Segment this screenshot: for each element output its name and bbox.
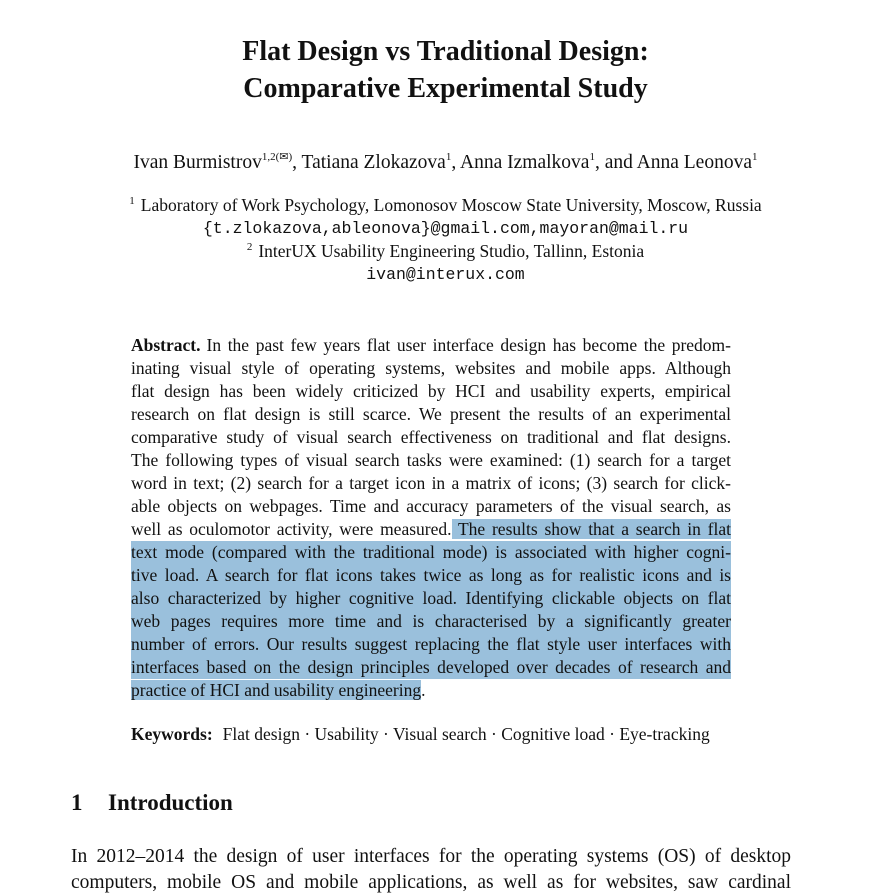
author-separator: , [292,152,302,173]
author-affiliation-mark: 1 [445,151,452,163]
abstract-line: flat design has been widely criticized by HCI and usability experts, empirical [131,381,731,401]
author-affiliation-mark: 1 [752,151,758,163]
selected-text-line[interactable]: tive load. A search for flat icons takes twice as long as for realistic icons and is [131,565,731,585]
selected-text-line[interactable]: also characterized by higher cognitive load. Identifying clickable objects on flat [131,588,731,608]
abstract-plain-text: well as oculomotor activity, were measured. [131,519,452,539]
title-line-2: Comparative Experimental Study [243,73,648,104]
body-line: computers, mobile OS and mobile applications, as well as for websites, saw cardinal [71,872,791,893]
selected-text[interactable]: practice of HCI and usability engineering [131,680,422,700]
abstract-line: word in text; (2) search for a target icon in a matrix of icons; (3) search for click- [131,473,731,493]
abstract-line [131,334,731,357]
body-line: In 2012–2014 the design of user interfaces for the operating systems (OS) of desktop [71,846,791,867]
keywords-text: Flat design · Usability · Visual search · Cognitive load · Eye-tracking [222,724,710,744]
author-name: Tatiana Zlokazova [301,152,446,173]
selected-text-line[interactable]: web pages requires more time and is characterised by a significantly greater [131,611,731,631]
affiliations [0,194,891,286]
abstract-line-mixed [131,518,731,541]
author-separator: , and [594,152,637,173]
abstract-plain-text: . [421,680,426,700]
abstract-line: inating visual style of operating systems, websites and mobile apps. Although [131,358,731,378]
author-name: Ivan Burmistrov [133,152,262,173]
keywords [131,723,751,746]
affiliation-2-email[interactable]: ivan@interux.com [366,265,525,284]
title-line-1: Flat Design vs Traditional Design: [242,36,649,67]
author-name: Anna Izmalkova [460,152,590,173]
affiliation-1 [0,194,891,217]
author-separator: , [451,152,461,173]
abstract-line: The following types of visual search tasks were examined: (1) search for a target [131,450,731,470]
body-paragraph [71,844,791,896]
paper-title [0,33,891,107]
affiliation-2 [0,240,891,263]
section-title: Introduction [108,790,233,815]
abstract [131,334,731,702]
selected-text-line[interactable]: number of errors. Our results suggest replacing the flat style user interfaces with [131,634,731,654]
selected-text-line[interactable]: interfaces based on the design principles developed over decades of research and [131,657,731,677]
abstract-line: comparative study of visual search effectiveness on traditional and flat designs. [131,427,731,447]
selected-text[interactable]: The results show that a search in flat [451,519,731,539]
author-list [0,150,891,176]
section-number: 1 [71,790,83,815]
affiliation-text: Laboratory of Work Psychology, Lomonosov Moscow State University, Moscow, Russia [140,195,762,215]
abstract-line-text: In the past few years flat user interface design has become the predom- [206,335,731,355]
selected-text-line[interactable]: text mode (compared with the traditional mode) is associated with higher cogni- [131,542,731,562]
author-affiliation-mark: 1 [589,151,595,163]
section-heading [71,788,233,818]
affiliation-number: 2 [246,241,253,253]
abstract-last-line [131,679,731,702]
abstract-label: Abstract. [131,335,201,355]
abstract-line: research on flat design is still scarce. We present the results of an experimental [131,404,731,424]
abstract-line: able objects on webpages. Time and accuracy parameters of the visual search, as [131,496,731,516]
author-affiliation-mark: 1,2(✉) [261,151,293,163]
affiliation-number: 1 [129,195,135,207]
affiliation-text: InterUX Usability Engineering Studio, Tallinn, Estonia [258,241,645,261]
affiliation-1-email[interactable]: {t.zlokazova,ableonova}@gmail.com,mayoran@mail.ru [202,219,689,238]
keywords-label: Keywords: [131,724,213,744]
author-name: Anna Leonova [636,152,752,173]
